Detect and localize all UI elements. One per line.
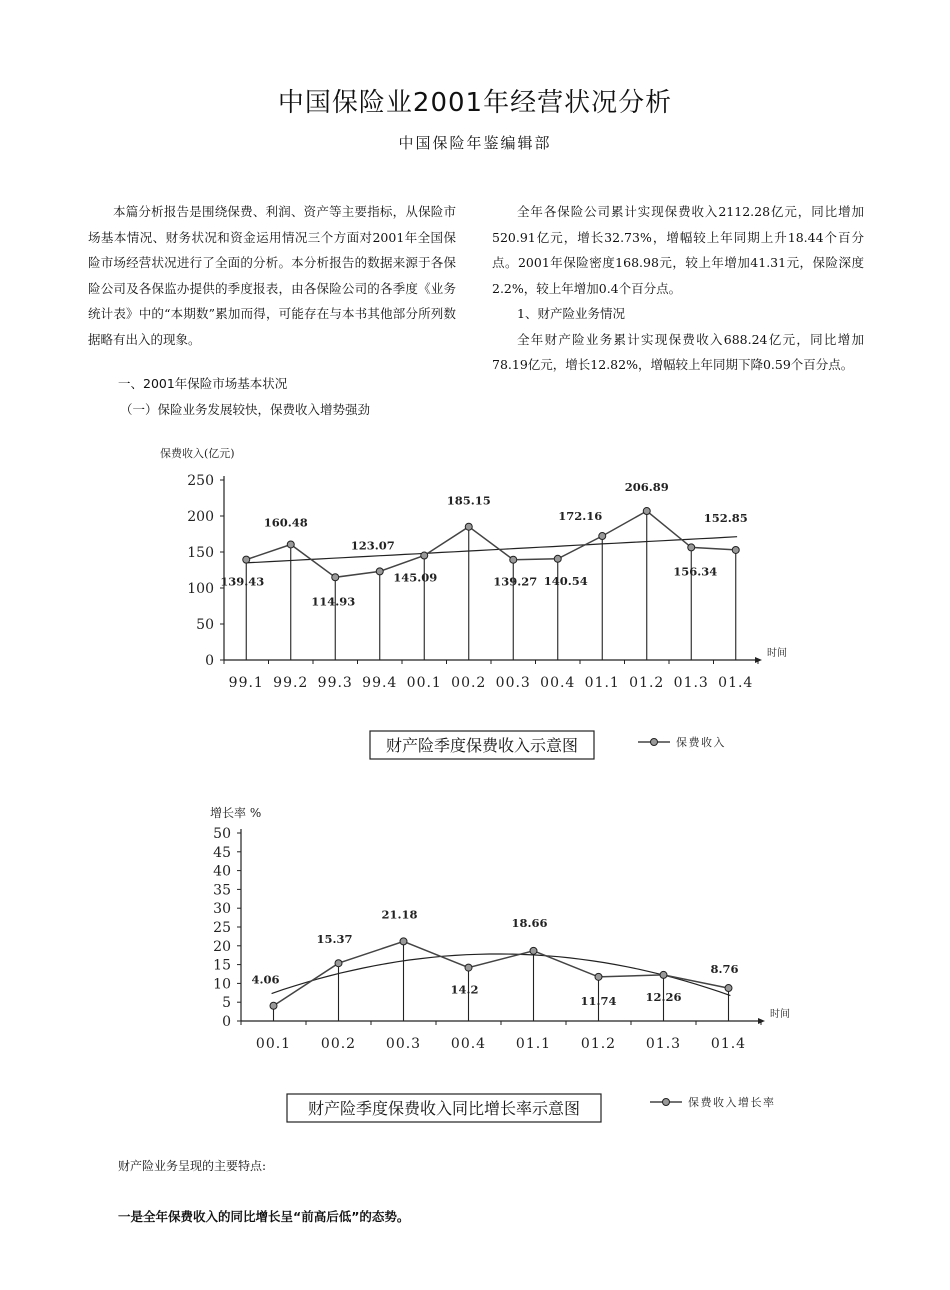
x-tick-label: 00.1 <box>406 675 442 691</box>
data-label: 123.07 <box>350 538 395 553</box>
y-tick-label: 30 <box>213 901 231 918</box>
data-point <box>660 971 667 978</box>
y-tick-label: 50 <box>196 617 214 633</box>
x-tick-label: 00.1 <box>255 1036 292 1052</box>
x-tick-label: 01.2 <box>629 675 665 691</box>
x-axis-label: 时间 <box>767 648 787 659</box>
x-axis-label: 时间 <box>770 1009 790 1020</box>
data-point <box>599 533 606 540</box>
legend-label: 保费收入 <box>676 736 726 749</box>
y-tick-label: 20 <box>213 938 231 955</box>
data-label: 139.27 <box>493 574 538 589</box>
x-tick-label: 00.3 <box>385 1036 422 1052</box>
data-label: 160.48 <box>263 515 308 530</box>
x-tick-label: 00.4 <box>540 675 576 691</box>
data-label: 139.43 <box>220 574 265 589</box>
x-tick-label: 01.1 <box>515 1036 552 1052</box>
data-label: 145.09 <box>393 570 438 585</box>
data-point <box>595 973 602 980</box>
x-tick-label: 01.4 <box>718 675 754 691</box>
trend-line <box>245 537 737 563</box>
data-label: 12.26 <box>645 989 682 1004</box>
y-tick-label: 0 <box>222 1014 231 1030</box>
data-point <box>400 938 407 945</box>
y-axis-label: 保费收入(亿元) <box>160 447 235 460</box>
y-tick-label: 35 <box>213 882 231 899</box>
legend-label: 保费收入增长率 <box>688 1096 776 1109</box>
data-point <box>554 555 561 562</box>
data-label: 185.15 <box>446 493 491 508</box>
data-label: 156.34 <box>673 564 718 579</box>
data-label: 8.76 <box>710 962 739 977</box>
data-point <box>335 960 342 967</box>
data-label: 11.74 <box>580 993 617 1008</box>
data-label: 114.93 <box>311 594 356 609</box>
y-tick-label: 15 <box>213 957 231 974</box>
intro-paragraph: 本篇分析报告是围绕保费、利润、资产等主要指标，从保险市场基本情况、财务状况和资金运用情况三个方面对2001年全国保险市场经营状况进行了全面的分析。本分析报告的数据来源于各保险公司及各保监办提供的季度报表，由各保险公司的各季度《业务统计表》中的“本期数”累加而得，可能存在与本书其他部分所列数据略有出入的现象。 <box>88 204 456 347</box>
data-point <box>510 556 517 563</box>
features-intro: 财产险业务呈现的主要特点: <box>118 1159 267 1173</box>
data-point <box>643 508 650 515</box>
data-point <box>243 556 250 563</box>
page-title: 中国保险业2001年经营状况分析 <box>277 88 673 118</box>
premium-income-chart <box>160 446 787 759</box>
data-point <box>732 546 739 553</box>
data-label: 140.54 <box>543 573 588 588</box>
data-label: 15.37 <box>316 932 353 947</box>
x-tick-label: 01.3 <box>645 1036 682 1052</box>
chart-title: 财产险季度保费收入示意图 <box>385 736 579 755</box>
x-tick-label: 01.2 <box>580 1036 617 1052</box>
data-point <box>530 947 537 954</box>
y-tick-label: 250 <box>187 473 214 489</box>
y-tick-label: 45 <box>213 844 231 861</box>
data-point <box>688 544 695 551</box>
x-tick-label: 00.2 <box>320 1036 357 1052</box>
x-tick-label: 00.2 <box>451 675 487 691</box>
feature-point-1: 一是全年保费收入的同比增长呈“前高后低”的态势。 <box>118 1209 410 1224</box>
legend-marker <box>651 739 658 746</box>
y-tick-label: 200 <box>187 509 214 525</box>
section-heading: 一、2001年保险市场基本状况 <box>118 376 288 391</box>
y-tick-label: 10 <box>213 976 231 993</box>
x-tick-label: 00.3 <box>495 675 531 691</box>
x-tick-label: 99.4 <box>362 675 398 691</box>
data-point <box>725 985 732 992</box>
y-tick-label: 40 <box>213 863 231 880</box>
series-line <box>246 511 736 577</box>
x-tick-label: 99.2 <box>273 675 309 691</box>
y-tick-label: 5 <box>222 995 231 1012</box>
x-tick-label: 99.3 <box>317 675 353 691</box>
y-axis-label: 增长率 % <box>210 806 262 820</box>
y-tick-label: 25 <box>213 920 231 936</box>
data-label: 21.18 <box>381 907 418 922</box>
y-tick-label: 150 <box>187 545 214 561</box>
data-label: 4.06 <box>251 972 280 987</box>
data-point <box>332 574 339 581</box>
data-label: 172.16 <box>558 509 603 524</box>
data-point <box>421 552 428 559</box>
data-point <box>287 541 294 548</box>
x-tick-label: 01.3 <box>673 675 709 691</box>
data-label: 152.85 <box>703 510 748 525</box>
data-label: 18.66 <box>511 915 548 930</box>
y-tick-label: 50 <box>213 826 231 842</box>
summary-paragraph: 全年各保险公司累计实现保费收入2112.28亿元，同比增加520.91亿元，增长32.73%，增幅较上年同期上升18.44个百分点。2001年保险密度168.98元，较上年增加41.31元，保险深度2.2%，较上年增加0.4个百分点。 <box>492 204 864 296</box>
x-tick-label: 99.1 <box>228 675 264 691</box>
data-point <box>376 568 383 575</box>
growth-rate-chart <box>210 805 790 1122</box>
property-paragraph: 全年财产险业务累计实现保费收入688.24亿元，同比增加78.19亿元，增长12.82%，增幅较上年同期下降0.59个百分点。 <box>492 331 864 372</box>
data-point <box>465 964 472 971</box>
property-subheading: 1、财产险业务情况 <box>517 306 625 321</box>
data-point <box>465 523 472 530</box>
y-tick-label: 0 <box>205 653 214 669</box>
x-tick-label: 01.4 <box>710 1036 747 1052</box>
author-line: 中国保险年鉴编辑部 <box>398 134 552 152</box>
legend-marker <box>663 1099 670 1106</box>
x-tick-label: 01.1 <box>584 675 620 691</box>
subsection-heading: （一）保险业务发展较快，保费收入增势强劲 <box>120 402 371 417</box>
data-label: 14.2 <box>450 982 479 997</box>
data-label: 206.89 <box>624 480 669 495</box>
data-point <box>270 1002 277 1009</box>
y-tick-label: 100 <box>187 581 214 597</box>
chart-title: 财产险季度保费收入同比增长率示意图 <box>307 1099 581 1118</box>
x-tick-label: 00.4 <box>450 1036 487 1052</box>
